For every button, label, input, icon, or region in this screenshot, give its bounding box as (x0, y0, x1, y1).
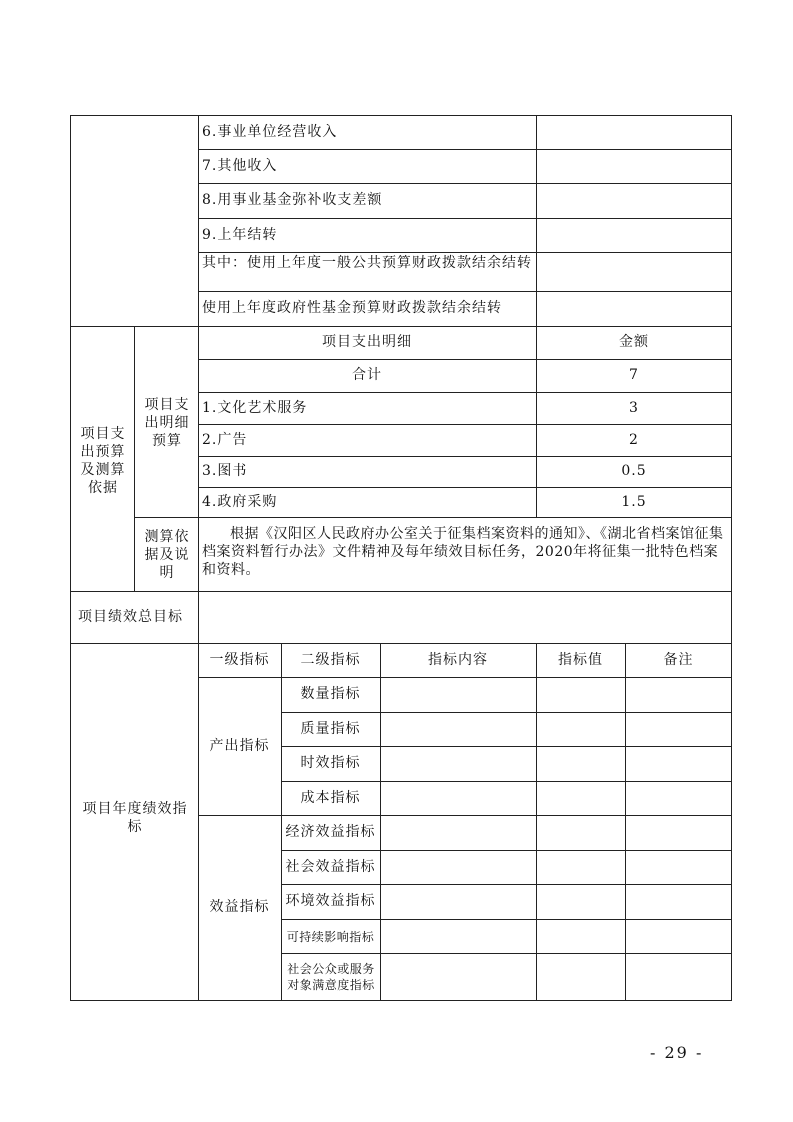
table-border (70, 115, 71, 1001)
table-border (198, 392, 732, 393)
table-border (198, 218, 732, 219)
table-border (70, 115, 732, 116)
output-indicator-item: 时效指标 (300, 755, 361, 771)
income-row-label: 9.上年结转 (202, 227, 278, 243)
budget-detail-sublabel: 项目支出明细预算 (144, 397, 190, 449)
output-indicator-label: 产出指标 (209, 738, 270, 754)
table-border (198, 643, 199, 1001)
budget-item-label: 2.广告 (202, 432, 248, 448)
table-border (536, 643, 537, 1001)
budget-item-value: 2 (629, 432, 639, 448)
income-row-label: 6.事业单位经营收入 (202, 124, 338, 140)
table-border (281, 850, 732, 851)
budget-item-value: 1.5 (621, 494, 647, 510)
budget-total-label: 合计 (352, 367, 382, 383)
table-border (536, 115, 537, 327)
benefit-indicator-item: 环境效益指标 (285, 893, 376, 909)
table-border (198, 815, 732, 816)
budget-basis-text: 根据《汉阳区人民政府办公室关于征集档案资料的通知》、《湖北省档案馆征集档案资料暂行办法》文件精神及每年绩效目标任务，2020年将征集一批特色档案和资料。 (202, 526, 724, 578)
budget-item-label: 1.文化艺术服务 (202, 400, 308, 416)
budget-item-value: 3 (629, 400, 639, 416)
table-border (134, 517, 732, 518)
table-border (198, 291, 732, 292)
table-border (281, 884, 732, 885)
page-number: - 29 - (650, 1043, 704, 1062)
table-border (70, 1000, 732, 1001)
budget-item-label: 3.图书 (202, 463, 248, 479)
perf-header: 指标值 (558, 652, 603, 668)
budget-total-value: 7 (629, 367, 639, 383)
table-border (198, 677, 732, 678)
table-border (198, 487, 732, 488)
table-border (70, 643, 732, 644)
table-border (281, 781, 732, 782)
table-border (281, 746, 732, 747)
budget-item-value: 0.5 (621, 463, 647, 479)
output-indicator-item: 数量指标 (300, 686, 361, 702)
table-border (281, 712, 732, 713)
table-border (70, 591, 732, 592)
table-border (70, 326, 732, 327)
table-border (198, 115, 199, 327)
income-row-label: 8.用事业基金弥补收支差额 (202, 192, 383, 208)
table-border (281, 919, 732, 920)
output-indicator-item: 成本指标 (300, 790, 361, 806)
table-border (198, 183, 732, 184)
table-border (198, 456, 732, 457)
income-row-label: 其中：使用上年度一般公共预算财政拨款结余结转 (202, 255, 532, 271)
benefit-indicator-label: 效益指标 (209, 899, 270, 915)
table-border (198, 359, 732, 360)
table-border (198, 424, 732, 425)
benefit-indicator-item: 经济效益指标 (285, 824, 376, 840)
table-border (198, 252, 732, 253)
budget-section-label: 项目支出预算及测算依据 (80, 426, 126, 496)
table-border (536, 326, 537, 517)
table-border (281, 953, 732, 954)
perf-header: 二级指标 (300, 652, 361, 668)
table-border (625, 643, 626, 1001)
table-border (380, 643, 381, 1001)
budget-item-label: 4.政府采购 (202, 494, 278, 510)
budget-header-item: 项目支出明细 (322, 334, 412, 350)
perf-header: 一级指标 (209, 652, 270, 668)
table-border (731, 115, 732, 1001)
overall-goal-label: 项目绩效总目标 (78, 609, 183, 625)
benefit-indicator-item: 社会公众或服务对象满意度指标 (287, 962, 375, 992)
output-indicator-item: 质量指标 (300, 721, 361, 737)
income-row-label: 使用上年度政府性基金预算财政拨款结余结转 (202, 300, 502, 316)
performance-section-label: 项目年度绩效指标 (82, 801, 188, 835)
benefit-indicator-item: 社会效益指标 (285, 859, 376, 875)
table-border (134, 326, 135, 591)
benefit-indicator-item: 可持续影响指标 (286, 930, 375, 944)
table-border (198, 149, 732, 150)
budget-basis-label: 测算依据及说明 (144, 529, 190, 581)
income-row-label: 7.其他收入 (202, 158, 278, 174)
perf-header: 备注 (663, 652, 694, 668)
budget-header-amount: 金额 (619, 334, 649, 350)
perf-header: 指标内容 (428, 652, 488, 668)
